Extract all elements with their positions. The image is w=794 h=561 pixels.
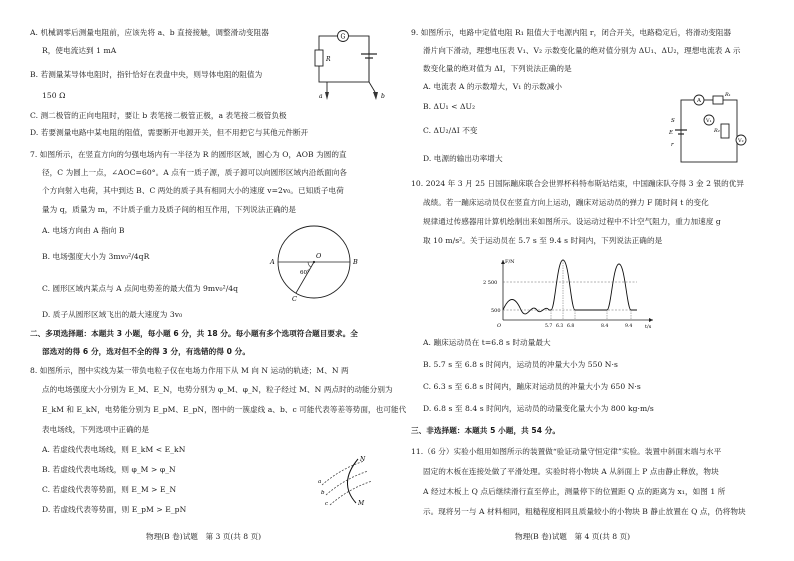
q7-option-c: C. 圆形区域内某点与 A 点间电势差的最大值为 9mv₀²/4q (42, 284, 239, 293)
q7-point-o: O (316, 252, 322, 260)
q7-option-b: B. 电场强度大小为 3mv₀²/4qR (42, 252, 150, 261)
q8-option-b: B. 若虚线代表电场线，则 φ_M > φ_N (42, 465, 176, 474)
q10-stem-line4: 取 10 m/s²。关于运动员在 5.7 s 至 9.4 s 时间内，下列说法正确的是 (423, 236, 663, 245)
q6-galvanometer-label: G (340, 33, 346, 41)
q8-stem-line4: 表电场线，下列选项中正确的是 (42, 425, 150, 434)
q9-stem-line1: 9. 如图所示，电路中定值电阻 R₁ 阻值大于电源内阻 r，闭合开关，电路稳定后，将滑动变阻器 (411, 28, 732, 37)
q6-option-c: C. 测二极管的正向电阻时，要让 b 表笔接二极管正极，a 表笔接二极管负极 (30, 111, 287, 120)
q10-option-a: A. 蹦床运动员在 t=6.8 s 时动量最大 (423, 338, 551, 347)
q9-switch-label: S (671, 118, 675, 124)
q7-angle: 60° (300, 270, 310, 276)
q9-v2-label: V₂ (738, 138, 744, 144)
q6-ohmmeter-figure (313, 30, 393, 102)
q8-line-b: b (321, 490, 325, 496)
q10-x-5.7: 5.7 (545, 324, 553, 329)
q9-stem-line2: 滑片向下滑动，理想电压表 V₁、V₂ 示数变化量的绝对值分别为 ΔU₁、ΔU₂，理想电流表 A 示 (423, 46, 741, 55)
q10-stem-line2: 战绩。若一蹦床运动员仅在竖直方向上运动，蹦床对运动员的弹力 F 随时间 t 的变化 (423, 198, 709, 207)
q8-point-n: N (360, 456, 366, 463)
q10-x-9.4: 9.4 (625, 324, 633, 329)
q7-stem-line2: 径，C 为圆上一点，∠AOC=60°。A 点有一质子源，质子源可以向圆形区域内沿纸面向各 (42, 168, 348, 177)
q7-option-a: A. 电场方向由 A 指向 B (42, 226, 125, 235)
q8-line-c: c (325, 501, 329, 507)
q7-stem-line1: 7. 如图所示，在竖直方向的匀强电场内有一半径为 R 的圆形区域，圆心为 O，AOB 为圆的直 (30, 150, 347, 159)
q6-option-a-line1: A. 机械调零后测量电阻前，应该先将 a、b 直接接触，调整滑动变阻器 (30, 28, 269, 37)
section2-heading-line2: 部选对的得 6 分，选对但不全的得 3 分，有选错的得 0 分。 (42, 347, 250, 356)
q9-emf-label: E (669, 130, 674, 136)
q10-stem-line1: 10. 2024 年 3 月 25 日国际蹦床联合会世界杯科特布斯站结束，中国蹦床队夺得 3 金 2 银的优异 (411, 179, 745, 188)
q8-stem-line2: 点的电场强度大小分别为 E_M、E_N，电势分别为 φ_M、φ_N，粒子经过 M、N 两点时的动能分别为 (42, 385, 393, 394)
q7-circle-figure (230, 222, 390, 304)
q10-stem-line3: 规律通过传感器用计算机绘制出来如图所示。设运动过程中不计空气阻力，重力加速度 g (423, 217, 721, 226)
q6-option-b-line1: B. 若测量某导体电阻时，指针恰好在表盘中央，则导体电阻的阻值为 (30, 70, 263, 79)
q9-option-a: A. 电流表 A 的示数增大，V₁ 的示数减小 (423, 82, 563, 91)
q9-stem-line3: 数变化量的绝对值为 ΔI，下列说法正确的是 (423, 64, 572, 73)
q8-option-c: C. 若虚线代表等势面，则 E_M > E_N (42, 485, 177, 494)
q7-point-a: A (270, 258, 275, 266)
q9-option-b: B. ΔU₁ < ΔU₂ (423, 102, 476, 111)
q10-origin: O (497, 323, 502, 329)
section2-heading-line1: 二、多项选择题：本题共 3 小题，每小题 6 分，共 18 分。每小题有多个选项符合题目要求。全 (30, 329, 358, 338)
q6-probe-a-label: a (319, 93, 323, 100)
q7-point-b: B (353, 258, 358, 266)
q9-option-d: D. 电源的输出功率增大 (423, 154, 503, 163)
q10-f-axis-label: F/N (505, 259, 515, 265)
q7-option-d: D. 质子从圆形区域飞出的最大速度为 3v₀ (42, 310, 183, 319)
q10-option-b: B. 5.7 s 至 6.8 s 时间内，运动员的冲量大小为 550 N·s (423, 360, 618, 369)
right-page (397, 0, 794, 561)
q10-x-8.4: 8.4 (601, 324, 609, 329)
q9-r1-label: R₁ (725, 92, 731, 98)
q9-internal-r-label: r (671, 142, 674, 148)
q9-circuit-figure (669, 94, 749, 174)
q11-stem-line2: 固定的木板在连接处做了平滑处理。实验时将小物块 A 从斜面上 P 点由静止释放，物块 (423, 467, 719, 476)
q11-stem-line3: A 经过木板上 Q 点后继续滑行直至停止，测量停下的位置距 Q 点的距离为 x₁，如图 1 所 (423, 487, 726, 496)
q8-stem-line1: 8. 如图所示，图中实线为某一带负电粒子仅在电场力作用下从 M 向 N 运动的轨迹；M、N 两 (30, 366, 349, 375)
q11-stem-line4: 示。现将另一与 A 材料相同，粗糙程度相同且质量较小的小物块 B 静止放置在 Q 点，仍将物块 (423, 507, 746, 516)
q10-y-2500: 2 500 (483, 280, 498, 286)
q10-option-d: D. 6.8 s 至 8.4 s 时间内，运动员的动量变化量大小为 800 kg·m/s (423, 404, 654, 413)
q7-point-c: C (292, 295, 297, 303)
q8-point-m: M (358, 500, 365, 507)
q8-option-d: D. 若虚线代表等势面，则 E_pM > E_pN (42, 505, 187, 514)
q8-stem-line3: E_kM 和 E_kN，电势能分别为 E_pM、E_pN，图中的一簇虚线 a、b、c 可能代表等差等势面，也可能代 (42, 405, 407, 414)
q6-probe-b-label: b (381, 93, 385, 100)
q10-t-axis-label: t/s (645, 324, 652, 330)
q7-stem-line3: 个方向射入电荷，其中到达 B、C 两处的质子具有相同大小的速度 v=2v₀。已知质子电荷 (42, 186, 344, 195)
q8-field-figure (318, 455, 378, 507)
q8-option-a: A. 若虚线代表电场线，则 E_kM < E_kN (42, 445, 186, 454)
q10-y-500: 500 (491, 308, 501, 314)
q10-x-6.8: 6.8 (567, 324, 575, 329)
q8-line-a: a (318, 479, 322, 485)
q10-x-6.3: 6.3 (556, 324, 564, 329)
q9-option-c: C. ΔU₂/ΔI 不变 (423, 126, 478, 135)
q9-v1-label: V₁ (706, 118, 712, 124)
left-page-footer: 物理(B 卷)试题 第 3 页(共 8 页) (146, 532, 262, 541)
right-page-footer: 物理(B 卷)试题 第 4 页(共 8 页) (515, 532, 631, 541)
q6-option-b-line2: 150 Ω (42, 91, 66, 100)
section3-heading: 三、非选择题：本题共 5 小题，共 54 分。 (411, 426, 561, 435)
q6-resistor-label: R (326, 56, 331, 63)
q10-option-c: C. 6.3 s 至 6.8 s 时间内，蹦床对运动员的冲量大小为 650 N·s (423, 382, 641, 391)
q6-option-a-line2: R，使电流达到 1 mA (42, 46, 117, 55)
q10-force-time-graph (483, 256, 659, 330)
q9-ammeter-label: A (697, 98, 701, 105)
q6-option-d: D. 若要测量电路中某电阻的阻值，需要断开电源开关，但不用把它与其他元件断开 (30, 128, 309, 137)
q11-stem-line1: 11.（6 分）实验小组用如图所示的装置做“验证动量守恒定律”实验。装置中斜面末端与水平 (411, 447, 722, 456)
q7-stem-line4: 量为 q，质量为 m，不计质子重力及质子间的相互作用，下列说法正确的是 (42, 205, 297, 214)
q9-r2-label: R₂ (714, 128, 720, 134)
